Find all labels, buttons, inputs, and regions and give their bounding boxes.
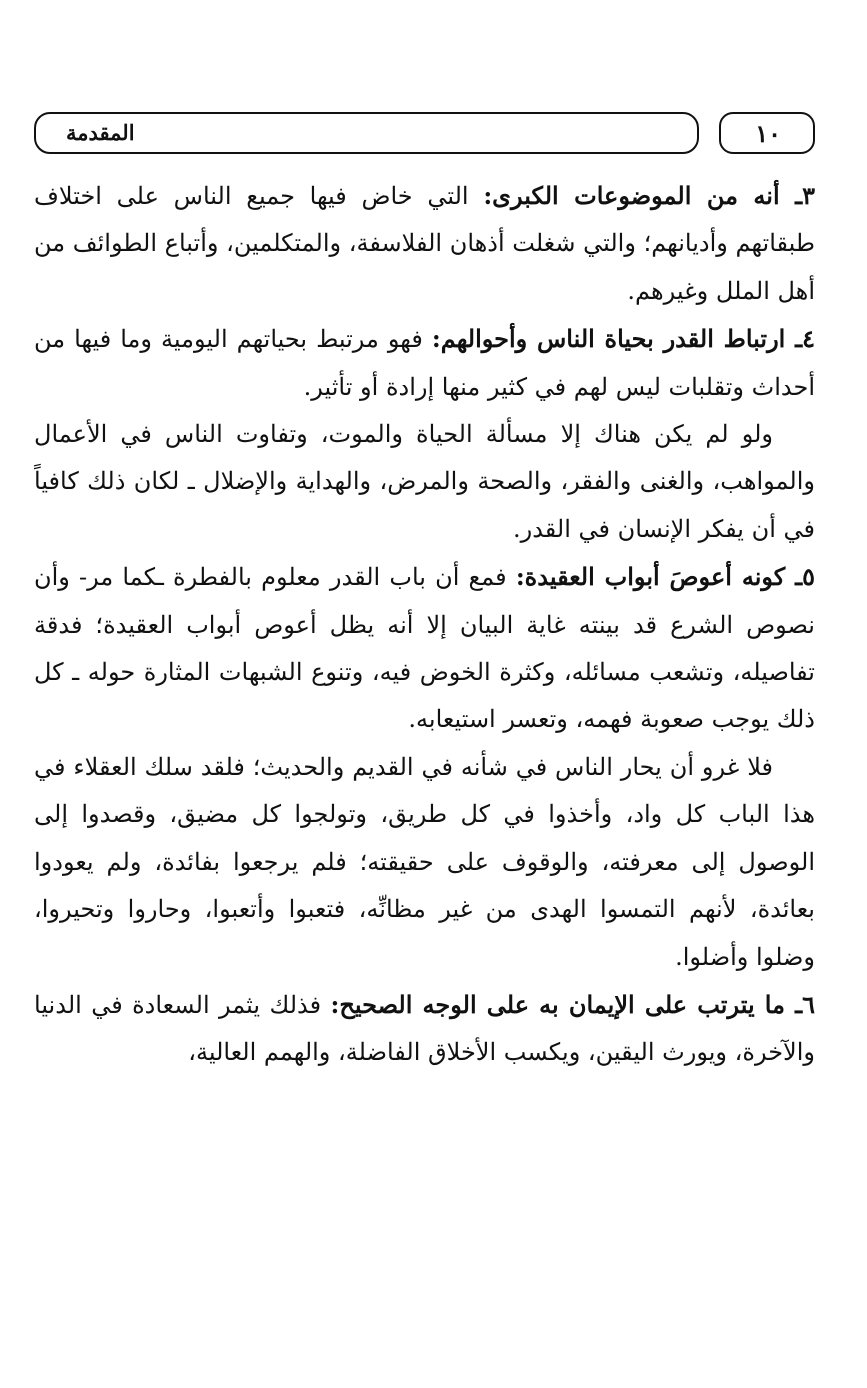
paragraph-text: ولو لم يكن هناك إلا مسألة الحياة والموت، وتفاوت الناس في الأعمال والمواهب، والغنى والفقر، والصحة والمرض، والهداية والإضلال ـ لكان ذلك كافياً في أن يفكر الإنسان في القدر. <box>34 420 815 543</box>
paragraph-text: فهو مرتبط بحياتهم اليومية وما فيها من أحداث وتقلبات ليس لهم في كثير منها إرادة أو تأثير. <box>34 325 815 401</box>
paragraph-heading: ٥ـ كونه أعوصَ أبواب العقيدة: <box>515 562 815 592</box>
paragraph-4 <box>34 315 815 411</box>
paragraph-text: التي خاض فيها جميع الناس على اختلاف طبقاتهم وأديانهم؛ والتي شغلت أذهان الفلاسفة، والمتكلمين، وأتباع الطوائف من أهل الملل وغيرهم. <box>34 182 816 305</box>
paragraph-6 <box>34 981 815 1077</box>
paragraph-life-death <box>34 411 815 553</box>
paragraph-text: فلا غرو أن يحار الناس في شأنه في القديم والحديث؛ فلقد سلك العقلاء في هذا الباب كل واد، وأخذوا في كل طريق، وتولجوا كل مضيق، وقصدوا إلى الوصول إلى معرفته، والوقوف على حقيقته؛ فلم يرجعوا بفائدة، ولم يعودوا بعائدة، لأنهم التمسوا الهدى من غير مظانِّه، فتعبوا وأتعبوا، وحاروا وتحيروا، وضلوا وأضلوا. <box>34 752 815 971</box>
page-number: ١٠ <box>755 119 781 148</box>
page-number-box <box>719 112 815 154</box>
page-body <box>34 172 815 1077</box>
paragraph-heading: ٦ـ ما يترتب على الإيمان به على الوجه الصحيح: <box>330 989 816 1019</box>
paragraph-text: فمع أن باب القدر معلوم بالفطرة ـكما مر- وأن نصوص الشرع قد بينته غاية البيان إلا أنه يظل أعوص أبواب العقيدة؛ فدقة تفاصيله، وتشعب مسائله، وكثرة الخوض فيه، وتنوع الشبهات المثارة حوله ـ كل ذلك يوجب صعوبة فهمه، وتعسر استيعابه. <box>34 563 815 734</box>
chapter-title-box <box>34 112 699 154</box>
paragraph-heading: ٣ـ أنه من الموضوعات الكبرى: <box>483 181 815 210</box>
paragraph-heading: ٤ـ ارتباط القدر بحياة الناس وأحوالهم: <box>431 324 815 354</box>
page-header <box>34 112 815 158</box>
paragraph-3 <box>34 172 815 315</box>
paragraph-5 <box>34 553 815 744</box>
paragraph-text: فذلك يثمر السعادة في الدنيا والآخرة، ويورث اليقين، ويكسب الأخلاق الفاضلة، والهمم العالية، <box>34 990 815 1067</box>
chapter-title: المقدمة <box>66 120 135 145</box>
paragraph-confusion <box>34 744 815 981</box>
